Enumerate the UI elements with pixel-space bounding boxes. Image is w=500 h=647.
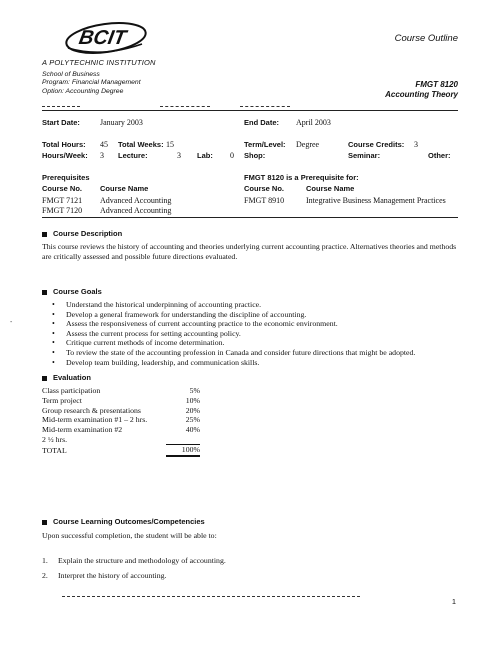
- section-bullet-icon: [42, 376, 47, 381]
- logo-tagline: A POLYTECHNIC INSTITUTION: [42, 58, 156, 67]
- divider: [62, 596, 360, 597]
- course-credits-value: 3: [414, 140, 418, 149]
- term-level-value: Degree: [296, 140, 320, 149]
- table-row: [42, 406, 200, 416]
- prereq-course-name: Advanced Accounting: [100, 206, 172, 215]
- prereq-for-col-course-no: Course No.: [244, 184, 285, 193]
- goal-item: • Assess the responsiveness of current accounting practice to the economic environment.: [42, 319, 458, 329]
- divider: [160, 106, 210, 107]
- section-bullet-icon: [42, 232, 47, 237]
- margin-mark: ‑: [10, 319, 13, 326]
- course-credits-label: Course Credits:: [348, 140, 405, 149]
- table-row: [42, 445, 200, 456]
- course-title: Accounting Theory: [385, 90, 458, 99]
- prereq-course-no: FMGT 7121: [42, 196, 83, 205]
- evaluation-item: Group research & presentations: [42, 405, 141, 415]
- option-name: Option: Accounting Degree: [42, 87, 124, 95]
- school-info: [42, 71, 141, 96]
- total-hours-label: Total Hours:: [42, 140, 86, 149]
- goal-item: • Assess the current process for setting accounting policy.: [42, 329, 458, 339]
- table-row: [42, 396, 200, 406]
- evaluation-table: [42, 386, 200, 457]
- start-date-value: January 2003: [100, 118, 143, 127]
- lecture-label: Lecture:: [118, 151, 148, 160]
- prerequisites-title: Prerequisites: [42, 173, 90, 182]
- lecture-value: 3: [177, 151, 181, 160]
- course-description-heading: [42, 229, 122, 238]
- evaluation-percent: 25%: [185, 415, 200, 425]
- divider: [240, 106, 290, 107]
- prereq-course-no: FMGT 7120: [42, 206, 83, 215]
- section-title: Evaluation: [53, 373, 91, 382]
- evaluation-percent: 5%: [189, 386, 200, 395]
- prereq-for-col-course-name: Course Name: [306, 184, 355, 193]
- evaluation-item: Class participation: [42, 386, 101, 395]
- bcit-logo: [62, 18, 148, 58]
- table-row: [42, 415, 200, 425]
- section-bullet-icon: [42, 290, 47, 295]
- outcome-text: Explain the structure and methodology of accounting.: [58, 556, 226, 565]
- learning-outcomes-list: [42, 556, 458, 586]
- table-row: [42, 386, 200, 396]
- goal-item: • Develop a general framework for understanding the discipline of accounting.: [42, 310, 458, 320]
- evaluation-percent: [166, 435, 200, 445]
- goal-item: • Develop team building, leadership, and communication skills.: [42, 358, 458, 368]
- divider: [42, 110, 458, 111]
- section-title: Course Description: [53, 229, 123, 238]
- hours-week-label: Hours/Week:: [42, 151, 88, 160]
- prereq-col-course-no: Course No.: [42, 184, 83, 193]
- outcome-number: 2.: [42, 570, 48, 580]
- course-code: FMGT 8120: [415, 80, 458, 89]
- prereq-for-course-no: FMGT 8910: [244, 196, 285, 205]
- end-date-label: End Date:: [244, 118, 280, 127]
- total-hours-value: 45: [100, 140, 108, 149]
- learning-outcomes-intro: Upon successful completion, the student will be able to:: [42, 531, 217, 540]
- evaluation-percent: 10%: [185, 395, 200, 405]
- other-label: Other:: [428, 151, 451, 160]
- learning-outcomes-heading: [42, 517, 205, 526]
- outcome-number: 1.: [42, 556, 48, 565]
- table-row: [42, 425, 200, 435]
- lab-value: 0: [230, 151, 234, 160]
- evaluation-item: Term project: [42, 395, 82, 405]
- lab-label: Lab:: [197, 151, 213, 160]
- course-heading: [385, 80, 458, 100]
- evaluation-heading: [42, 373, 91, 382]
- outcome-item: [42, 571, 458, 581]
- school-name: School of Business: [42, 71, 100, 78]
- end-date-value: April 2003: [296, 118, 331, 127]
- document-title: Course Outline: [394, 33, 458, 44]
- outcome-text: Interpret the history of accounting.: [58, 570, 167, 580]
- goal-item: • Understand the historical underpinning of accounting practice.: [42, 300, 458, 310]
- prereq-course-name: Advanced Accounting: [100, 196, 172, 205]
- hours-week-value: 3: [100, 151, 104, 160]
- goal-item: • Critique current methods of income determination.: [42, 338, 458, 348]
- prereq-col-course-name: Course Name: [100, 184, 149, 193]
- total-weeks-label: Total Weeks:: [118, 140, 164, 149]
- outcome-item: [42, 556, 458, 566]
- divider: [42, 106, 80, 107]
- seminar-label: Seminar:: [348, 151, 381, 160]
- start-date-label: Start Date:: [42, 118, 80, 127]
- section-title: Course Learning Outcomes/Competencies: [53, 517, 205, 526]
- course-goals-list: [42, 300, 458, 367]
- evaluation-total-label: TOTAL: [42, 445, 67, 455]
- evaluation-item: 2 ½ hrs.: [42, 434, 68, 444]
- course-description-text: This course reviews the history of accounting and theories underlying current accounting practice. Alternatives theories and methods are critically assessed and possible future directions evaluated.: [42, 242, 457, 261]
- table-row: [42, 435, 200, 445]
- divider: [42, 217, 458, 218]
- evaluation-percent: 20%: [185, 405, 200, 415]
- term-level-label: Term/Level:: [244, 140, 286, 149]
- prerequisite-for-title: FMGT 8120 is a Prerequisite for:: [244, 173, 359, 182]
- prereq-for-course-name: Integrative Business Management Practices: [306, 196, 446, 205]
- course-goals-heading: [42, 287, 102, 296]
- evaluation-item: Mid-term examination #1 – 2 hrs.: [42, 415, 148, 425]
- section-title: Course Goals: [53, 287, 102, 296]
- evaluation-percent: 40%: [185, 425, 200, 435]
- shop-label: Shop:: [244, 151, 266, 160]
- page-number: 1: [451, 597, 456, 606]
- section-bullet-icon: [42, 520, 47, 525]
- goal-item: • To review the state of the accounting profession in Canada and consider future directions that might be adopted.: [42, 348, 458, 358]
- program-name: Program: Financial Management: [42, 79, 141, 87]
- evaluation-total-value: 100%: [166, 445, 200, 456]
- logo-wordmark: BCIT: [77, 27, 128, 49]
- evaluation-item: Mid-term examination #2: [42, 425, 123, 435]
- total-weeks-value: 15: [166, 140, 174, 149]
